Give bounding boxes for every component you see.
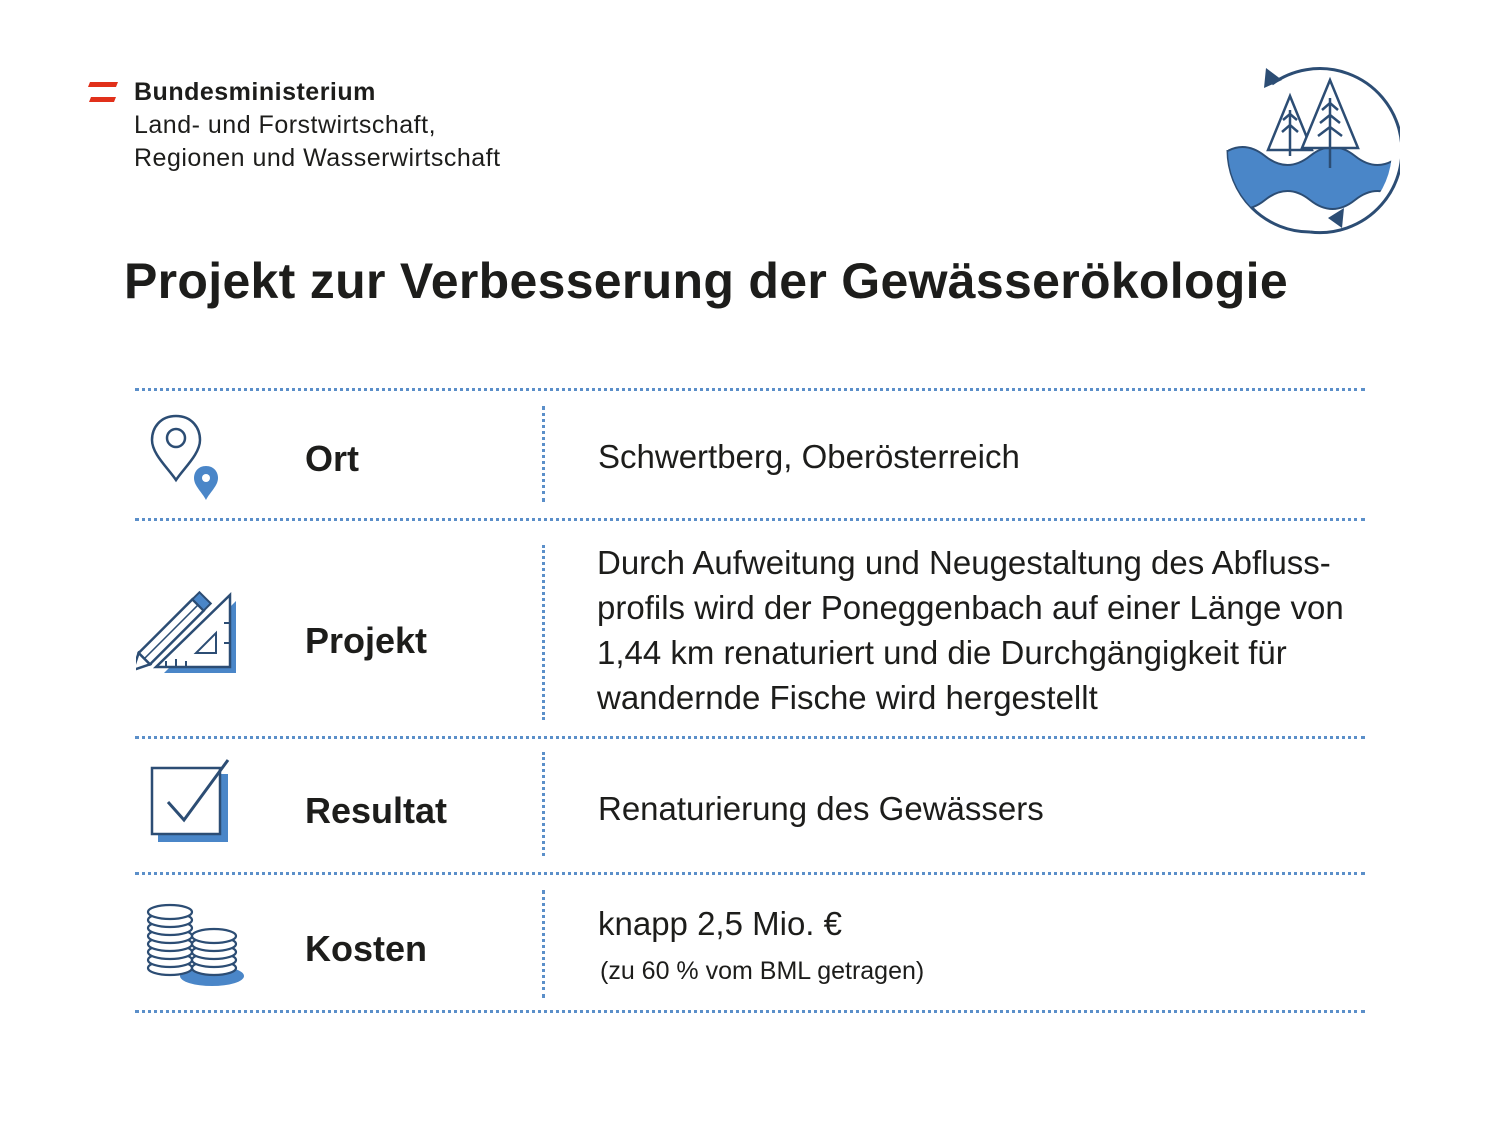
row-label-ort: Ort — [305, 438, 359, 479]
divider-resultat — [135, 872, 1365, 875]
row-label-projekt: Projekt — [305, 620, 428, 661]
divider-projekt — [135, 736, 1365, 739]
column-divider — [542, 752, 545, 856]
column-divider — [542, 406, 545, 502]
row-value-ort: Schwertberg, Oberösterreich — [598, 438, 1020, 475]
pencil-ruler-icon — [136, 583, 240, 679]
row-value-line: 1,44 km renaturiert und die Durchgängigkeit für — [597, 634, 1287, 671]
row-value-resultat: Renaturierung des Gewässers — [598, 790, 1044, 827]
forest-water-cycle-icon — [1220, 60, 1400, 235]
row-note-kosten: (zu 60 % vom BML getragen) — [600, 957, 925, 985]
ministry-subtitle-1: Land- und Forstwirtschaft, — [134, 111, 437, 139]
divider-top — [135, 388, 1365, 391]
row-label-kosten: Kosten — [305, 928, 428, 969]
divider-ort — [135, 518, 1365, 521]
ministry-name: Bundesministerium — [134, 78, 376, 106]
location-pin-icon — [148, 412, 224, 504]
row-value-kosten: knapp 2,5 Mio. € — [598, 905, 842, 942]
row-value-line: profils wird der Poneggenbach auf einer Länge von — [597, 589, 1344, 626]
row-value-projekt — [597, 540, 1377, 720]
checkbox-icon — [148, 758, 232, 846]
divider-bottom — [135, 1010, 1365, 1013]
coins-icon — [142, 902, 248, 988]
row-label-resultat: Resultat — [305, 790, 448, 831]
column-divider — [542, 890, 545, 998]
row-value-line: wandernde Fische wird hergestellt — [597, 679, 1098, 716]
austria-flag-icon — [88, 82, 118, 102]
column-divider — [542, 545, 545, 720]
row-value-line: Durch Aufweitung und Neugestaltung des Abfluss- — [597, 544, 1331, 581]
page-title: Projekt zur Verbesserung der Gewässerökologie — [124, 253, 1288, 309]
ministry-subtitle-2: Regionen und Wasserwirtschaft — [134, 144, 501, 172]
